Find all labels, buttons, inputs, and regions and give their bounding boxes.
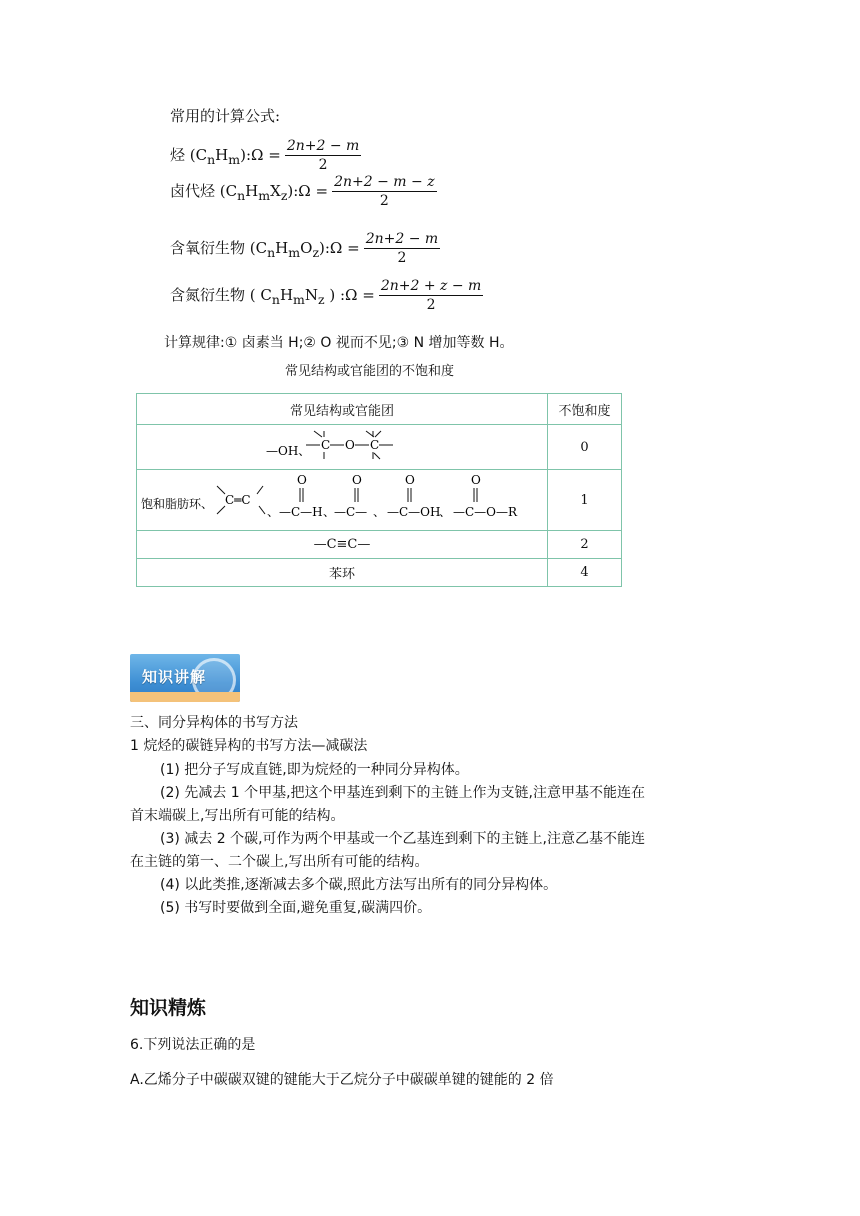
formula-label: 含氮衍生物 ( $C_nH_mN_z$ ) :Ω =	[170, 286, 375, 307]
svg-text:O: O	[352, 473, 362, 487]
table-row	[137, 559, 622, 587]
formula-label: 含氧衍生物 $(C_nH_mO_z):\Omega$ =	[170, 239, 360, 260]
table-title: 常见结构或官能团的不饱和度	[285, 364, 455, 379]
svg-text:O: O	[471, 473, 481, 487]
section-title: 三、同分异构体的书写方法	[130, 715, 298, 731]
formula-nitrogen-derivative	[170, 277, 483, 314]
svg-text:O: O	[297, 473, 307, 487]
table-row	[137, 531, 622, 559]
structure-cell: —C≡C—	[137, 531, 548, 559]
step-item-continuation: 首末端碳上,写出所有可能的结构。	[130, 808, 345, 824]
formula-label: 卤代烃 $(C_nH_mX_z):\Omega$ =	[170, 182, 329, 203]
option-a: A.乙烯分子中碳碳双键的键能大于乙烷分子中碳碳单键的键能的 2 倍	[130, 1072, 554, 1088]
fraction-numerator: 2n+2 − m	[286, 138, 360, 154]
table-header: 不饱和度	[548, 394, 622, 425]
fraction-denominator: 2	[379, 193, 389, 209]
svg-text:饱和脂肪环、: 饱和脂肪环、	[141, 497, 214, 511]
fraction-denominator: 2	[318, 157, 328, 173]
fraction-numerator: 2n+2 − m − z	[334, 174, 435, 190]
formula-oxygen-derivative	[170, 230, 440, 267]
calculation-rule: 计算规律:① 卤素当 H;② O 视而不见;③ N 增加等数 H。	[164, 335, 514, 351]
fraction-numerator: 2n+2 + z − m	[380, 278, 482, 294]
step-item: (1) 把分子写成直链,即为烷烃的一种同分异构体。	[160, 762, 469, 778]
banner-wave	[130, 692, 240, 702]
carboxyl-group: —C—OH	[387, 505, 441, 519]
unsaturation-table	[136, 393, 622, 587]
table-row	[137, 425, 622, 470]
step-item: (2) 先减去 1 个甲基,把这个甲基连到剩下的主链上作为支链,注意甲基不能连在	[160, 785, 645, 801]
value-cell: 2	[548, 531, 622, 559]
fraction	[332, 173, 436, 210]
svg-text:、: 、	[439, 505, 452, 519]
step-item: (4) 以此类推,逐渐减去多个碳,照此方法写出所有的同分异构体。	[160, 877, 558, 893]
fraction	[285, 137, 361, 174]
value-cell: 0	[548, 425, 622, 470]
value-cell: 4	[548, 559, 622, 587]
formula-label: 烃 $(C_nH_m):\Omega$ =	[170, 146, 281, 167]
practice-heading: 知识精炼	[130, 997, 207, 1019]
ether-structure	[262, 425, 422, 465]
formula-hydrocarbon	[170, 137, 361, 174]
structure-cell	[137, 470, 548, 531]
unsaturated-groups-structure	[137, 470, 545, 526]
svg-text:C: C	[321, 438, 331, 452]
svg-text:O: O	[345, 438, 355, 452]
ester-group: —C—O—R	[453, 505, 518, 519]
aldehyde-group: —C—H	[279, 505, 323, 519]
banner-label: 知识讲解	[142, 668, 207, 686]
step-item: (5) 书写时要做到全面,避免重复,碳满四价。	[160, 900, 432, 916]
table-header: 常见结构或官能团	[137, 394, 548, 425]
fraction	[364, 230, 440, 267]
step-item: (3) 减去 2 个碳,可作为两个甲基或一个乙基连到剩下的主链上,注意乙基不能连	[160, 831, 645, 847]
svg-text:O: O	[405, 473, 415, 487]
question-text: 6.下列说法正确的是	[130, 1037, 256, 1053]
svg-text:C═C: C═C	[225, 493, 251, 507]
svg-text:、: 、	[323, 505, 336, 519]
svg-text:、: 、	[267, 505, 280, 519]
fraction-denominator: 2	[397, 250, 407, 266]
fraction	[379, 277, 483, 314]
hydroxyl-label: —OH、	[266, 444, 311, 458]
value-cell: 1	[548, 470, 622, 531]
fraction-numerator: 2n+2 − m	[365, 231, 439, 247]
fraction-denominator: 2	[426, 297, 436, 313]
structure-cell	[137, 425, 548, 470]
section-subtitle: 1 烷烃的碳链异构的书写方法—减碳法	[130, 738, 368, 754]
structure-cell: 苯环	[137, 559, 548, 587]
ketone-group: —C—	[334, 505, 368, 519]
step-item-continuation: 在主链的第一、二个碳上,写出所有可能的结构。	[130, 854, 429, 870]
svg-text:、: 、	[373, 505, 386, 519]
formula-heading: 常用的计算公式:	[170, 107, 281, 125]
table-header-row	[137, 394, 622, 425]
svg-text:C: C	[370, 438, 380, 452]
knowledge-banner	[130, 654, 240, 702]
table-row	[137, 470, 622, 531]
formula-halide	[170, 173, 437, 210]
